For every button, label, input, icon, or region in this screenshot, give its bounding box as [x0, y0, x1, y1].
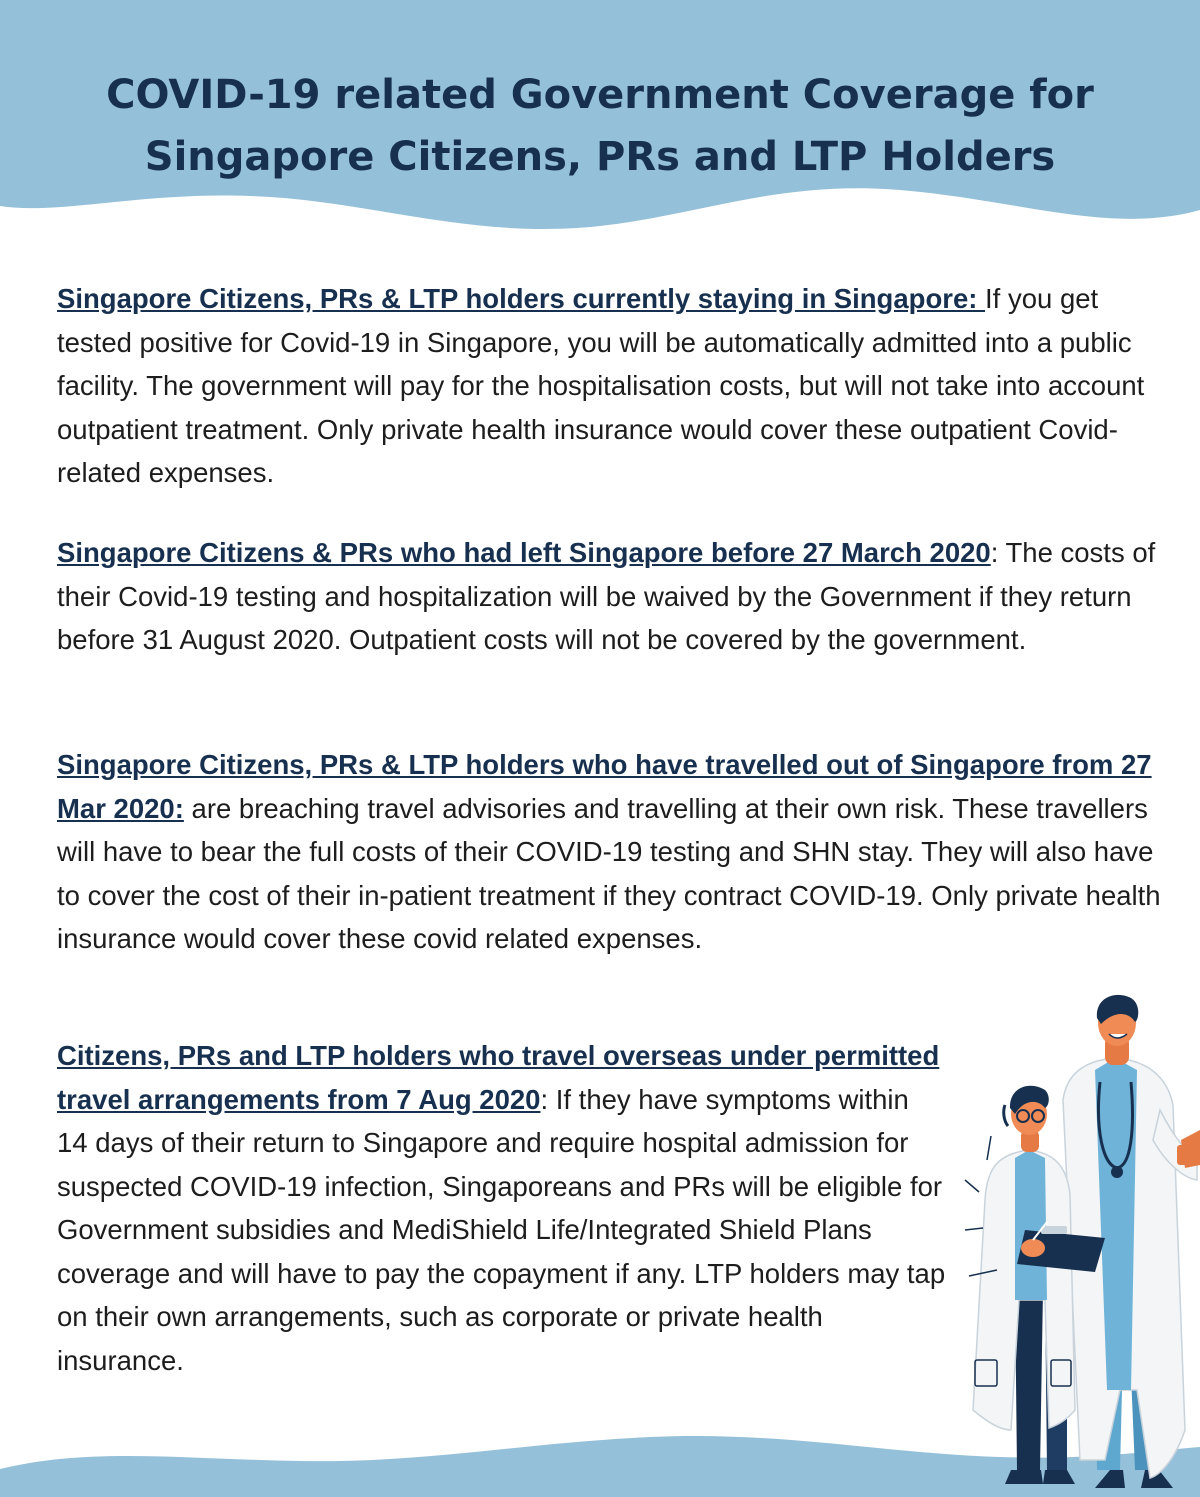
- title-line-2: Singapore Citizens, PRs and LTP Holders: [144, 134, 1056, 180]
- section-heading: Singapore Citizens, PRs & LTP holders who have travelled out of Singapore from 27 Mar 2020:: [57, 749, 1152, 824]
- section-body: : If they have symptoms within 14 days of their return to Singapore and require hospital admission for suspected COVID-19 infection, Singaporeans and PRs will be eligible for Government subsidies and MediShield Life/Integrated Shield Plans coverage and will have to pay the copayment if any. LTP holders may tap on their own arrangements, such as corporate or private health insurance.: [57, 1083, 946, 1376]
- two-doctors-illustration: [945, 990, 1200, 1497]
- section-heading: Singapore Citizens & PRs who had left Singapore before 27 March 2020: [57, 537, 991, 568]
- section-body: : The costs of their Covid-19 testing and hospitalization will be waived by the Government if they return before 31 August 2020. Outpatient costs will not be covered by the government.: [57, 537, 1156, 655]
- section-body: If you get tested positive for Covid-19 in Singapore, you will be automatically admitted into a public facility. The government will pay for the hospitalisation costs, but will not take into account outpatient treatment. Only private health insurance would cover these outpatient Covid-related expenses.: [57, 283, 1145, 488]
- section-left-before-27-march: [57, 531, 1157, 662]
- section-residents-in-singapore: [57, 277, 1157, 495]
- section-heading: Citizens, PRs and LTP holders who travel overseas under permitted travel arrangements from 7 Aug 2020: [57, 1040, 940, 1115]
- section-body: are breaching travel advisories and travelling at their own risk. These travellers will have to bear the full costs of their COVID-19 testing and SHN stay. They will also have to cover the cost of their in-patient treatment if they contract COVID-19. Only private health insurance would cover these covid related expenses.: [57, 792, 1161, 954]
- section-heading: Singapore Citizens, PRs & LTP holders currently staying in Singapore:: [57, 283, 986, 314]
- section-permitted-travel-7-aug: [57, 1034, 947, 1382]
- section-travelled-from-27-mar: [57, 743, 1167, 961]
- page-title: [0, 64, 1200, 188]
- title-line-1: COVID-19 related Government Coverage for: [106, 72, 1094, 118]
